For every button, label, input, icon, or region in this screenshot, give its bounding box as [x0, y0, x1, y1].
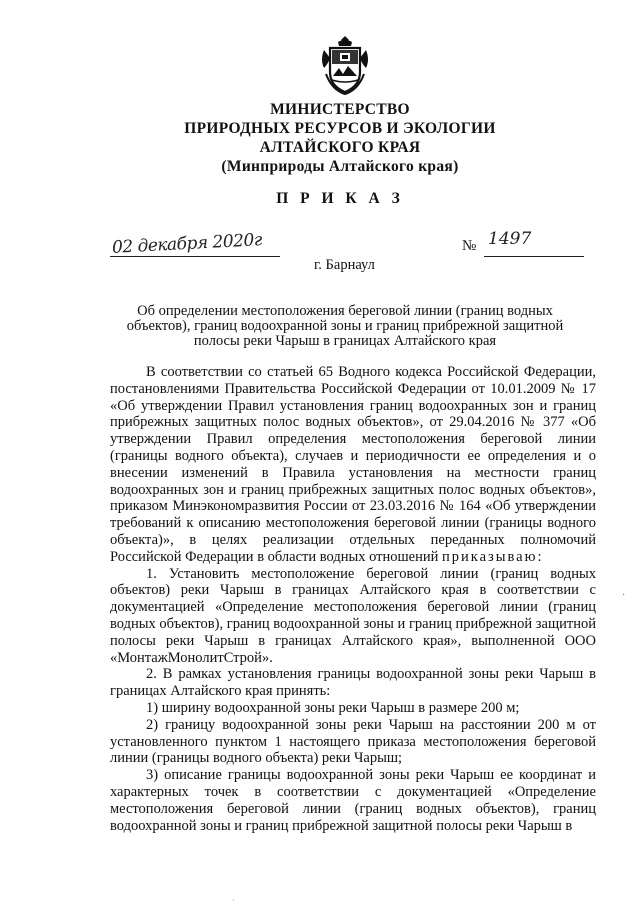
subject-line: полосы реки Чарыш в границах Алтайского края [193, 333, 497, 349]
preamble-end: : [537, 548, 542, 565]
clause-2-item-3: 3) описание границы водоохранной зоны реки Чарыш ее координат и характерных точек в соответствии с документацией «Определение местоположения береговой линии (границ водных объектов), границ водоохранной зоны и границ прибрежной защитной полосы реки Чарыш в [110, 767, 596, 834]
preamble-paragraph [110, 364, 596, 566]
ministry-header [150, 100, 530, 176]
clause-2-item-2: 2) границу водоохранной зоны реки Чарыш на расстоянии 200 м от установленного пунктом 1 настоящего приказа местоположения береговой линии (границы водного объекта) реки Чарыш; [110, 716, 596, 767]
scan-mark: · [232, 896, 235, 905]
directive-word: приказываю [442, 548, 538, 565]
altai-krai-coat-of-arms-icon [318, 34, 372, 96]
ministry-line: МИНИСТЕРСТВО [270, 101, 410, 118]
order-subject [115, 304, 575, 349]
order-body [110, 364, 596, 834]
preamble-text: В соответствии со статьей 65 Водного кодекса Российской Федерации, постановлениями Правительства Российской Федерации от 10.01.2009 № 17 «Об утверждении Правил установления границ водоохранных зон и границ прибрежных защитных полос водных объектов», от 29.04.2016 № 377 «Об утверждении Правил определения местоположения береговой линии (границы водного объекта), случаев и периодичности ее определения и о внесении изменений в Правила установления на местности границ водоохранных зон и границ прибрежных защитных полос водных объектов», приказом Минэкономразвития России от 23.03.2016 № 164 «Об утверждении требований к описанию местоположения береговой линии (границы водного объекта)», в целях реализации отдельных переданных полномочий Российской Федерации в области водных отношений [110, 364, 596, 565]
handwritten-date: 02 декабря 2020г [111, 230, 263, 258]
city: г. Барнаул [314, 257, 375, 273]
subject-line: объектов), границ водоохранной зоны и границ прибрежной защитной [126, 318, 564, 334]
scan-mark: · [622, 590, 626, 601]
clause-2: 2. В рамках установления границы водоохранной зоны реки Чарыш в границах Алтайского края принять: [110, 666, 596, 700]
ministry-line: (Минприроды Алтайского края) [221, 158, 459, 175]
ministry-line: АЛТАЙСКОГО КРАЯ [259, 139, 421, 156]
document-type-title: П Р И К А З [276, 190, 404, 207]
date-underline [110, 256, 280, 257]
clause-1: 1. Установить местоположение береговой линии (границ водных объектов) реки Чарыш в границах Алтайского края в соответствии с документацией «Определение местоположения береговой линии (границ водных объектов), границ водоохранной зоны и границ прибрежной защитной полосы реки Чарыш в границах Алтайского края», выполненной ООО «МонтажМонолитСтрой». [110, 565, 596, 666]
ministry-line: ПРИРОДНЫХ РЕСУРСОВ И ЭКОЛОГИИ [184, 120, 496, 137]
number-underline [484, 256, 584, 257]
number-label: № [462, 238, 477, 254]
subject-line: Об определении местоположения береговой линии (границ водных [137, 303, 553, 319]
handwritten-number: 1497 [488, 229, 532, 249]
clause-2-item-1: 1) ширину водоохранной зоны реки Чарыш в размере 200 м; [146, 699, 520, 716]
